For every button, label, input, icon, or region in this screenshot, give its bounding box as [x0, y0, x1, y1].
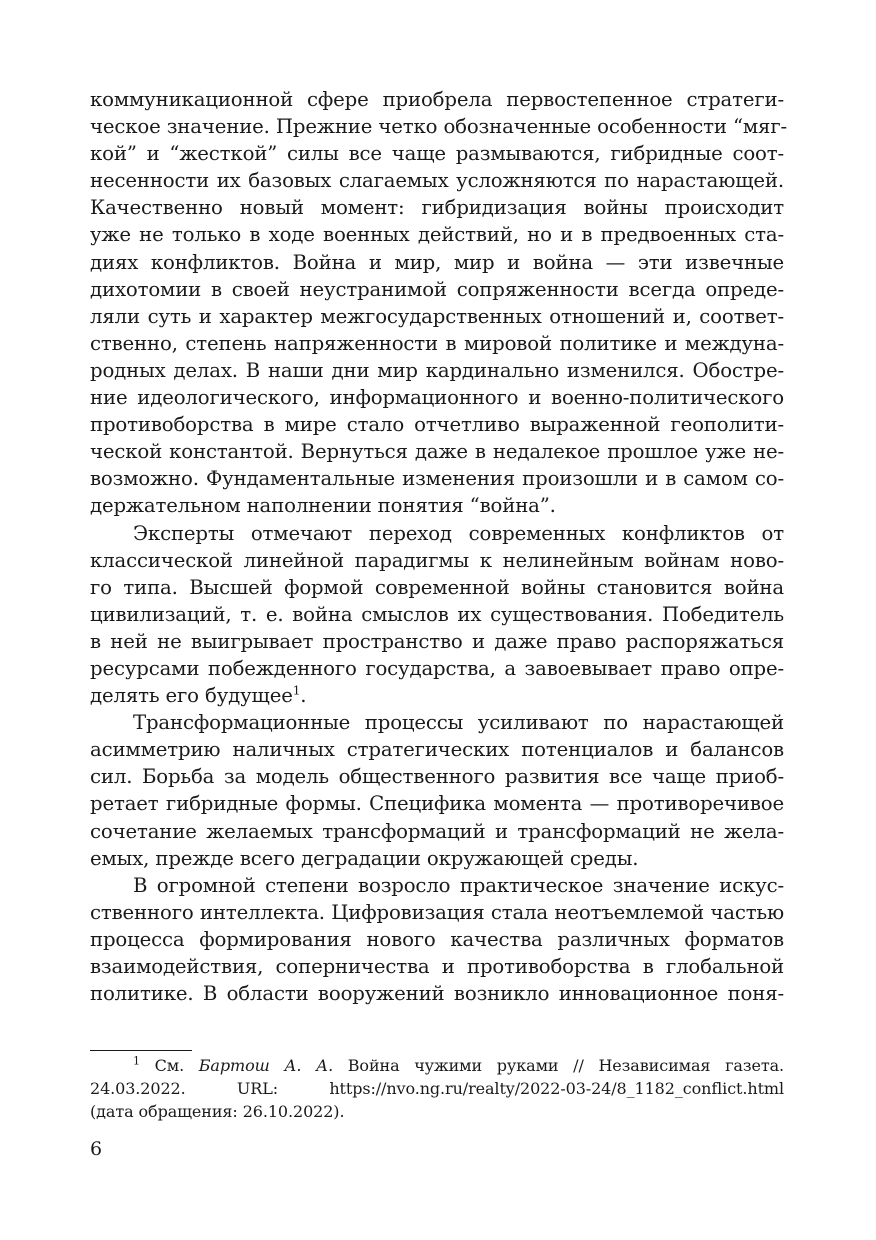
footnote-reference[interactable]: 1 — [292, 683, 301, 698]
footnote-divider — [90, 1050, 192, 1051]
text-line: емых, прежде всего деградации окружающей среды. — [90, 846, 639, 870]
text-line: взаимодействия, соперничества и противоборства в глобальной — [90, 955, 784, 978]
footnote-url-line[interactable]: 24.03.2022. URL: https://nvo.ng.ru/realty/2022-03-24/8_1182_conflict.html — [90, 1079, 784, 1098]
footnote-title: Война чужими руками // Независимая газета. — [333, 1056, 784, 1075]
text-line: Эксперты отмечают переход современных конфликтов от — [133, 521, 784, 545]
text-line: сочетание желаемых трансформаций и трансформаций не жела- — [90, 819, 784, 843]
text-line: уже не только в ходе военных действий, но и в предвоенных ста- — [90, 223, 784, 247]
footnote — [90, 1054, 784, 1123]
text-line: Качественно новый момент: гибридизация войны происходит — [90, 196, 784, 220]
text-line: ресурсами побежденного государства, а завоевывает право опре- — [90, 656, 784, 680]
footnote-number: 1 — [133, 1054, 140, 1068]
text-line-part: . — [300, 684, 307, 708]
text-line: несенности их базовых слагаемых усложняются по нарастающей. — [90, 169, 784, 193]
text-line: ние идеологического, информационного и военно-политического — [90, 386, 784, 410]
text-line: в ней не выигрывает пространство и даже право распоряжаться — [90, 629, 784, 653]
text-line: противоборства в мире стало отчетливо выраженной геополити- — [90, 413, 784, 437]
text-line: ретает гибридные формы. Специфика момента — противоречивое — [90, 792, 784, 816]
text-line: ческое значение. Прежние четко обозначенные особенности “мяг- — [90, 115, 787, 139]
body-text — [90, 86, 787, 1007]
text-line: политике. В области вооружений возникло инновационное поня- — [90, 982, 784, 1006]
text-line: ческой константой. Вернуться даже в недалекое прошлое уже не- — [90, 440, 784, 464]
text-line: кой” и “жесткой” силы все чаще размываются, гибридные соот- — [90, 142, 784, 166]
text-line: Трансформационные процессы усиливают по нарастающей — [133, 711, 784, 735]
text-line: асимметрию наличных стратегических потенциалов и балансов — [90, 738, 784, 762]
text-line: держательном наполнении понятия “война”. — [90, 494, 556, 518]
text-line: ляли суть и характер межгосударственных отношений и, соответ- — [90, 304, 784, 328]
text-line: процесса формирования нового качества различных форматов — [90, 927, 784, 951]
text-line: классической линейной парадигмы к нелинейным войнам ново- — [90, 548, 784, 572]
footnote-author: Бартош А. А. — [198, 1056, 334, 1075]
text-line-with-footnote-ref — [90, 682, 784, 709]
text-line: го типа. Высшей формой современной войны становится война — [90, 575, 784, 599]
text-line-part: делять его будущее — [90, 684, 293, 708]
text-line: сил. Борьба за модель общественного развития все чаще приоб- — [90, 765, 784, 789]
text-line: родных делах. В наши дни мир кардинально изменился. Обостре- — [90, 358, 784, 382]
text-line: цивилизаций, т. е. война смыслов их существования. Победитель — [90, 602, 784, 626]
text-line: коммуникационной сфере приобрела первостепенное стратеги- — [90, 88, 784, 111]
text-line: возможно. Фундаментальные изменения произошли и в самом со- — [90, 467, 784, 491]
text-line: дихотомии в своей неустранимой сопряженности всегда опреде- — [90, 277, 784, 301]
text-line: ственно, степень напряженности в мировой политике и междуна- — [90, 331, 784, 355]
text-line: ственного интеллекта. Цифровизация стала неотъемлемой частью — [90, 900, 784, 924]
footnote-prefix: См. — [139, 1056, 199, 1075]
page-number: 6 — [90, 1138, 103, 1160]
text-line: В огромной степени возросло практическое значение искус- — [133, 873, 784, 897]
footnote-line — [90, 1054, 784, 1077]
text-line: диях конфликтов. Война и мир, мир и война — эти извечные — [90, 250, 784, 274]
footnote-access-date: (дата обращения: 26.10.2022). — [90, 1102, 345, 1121]
